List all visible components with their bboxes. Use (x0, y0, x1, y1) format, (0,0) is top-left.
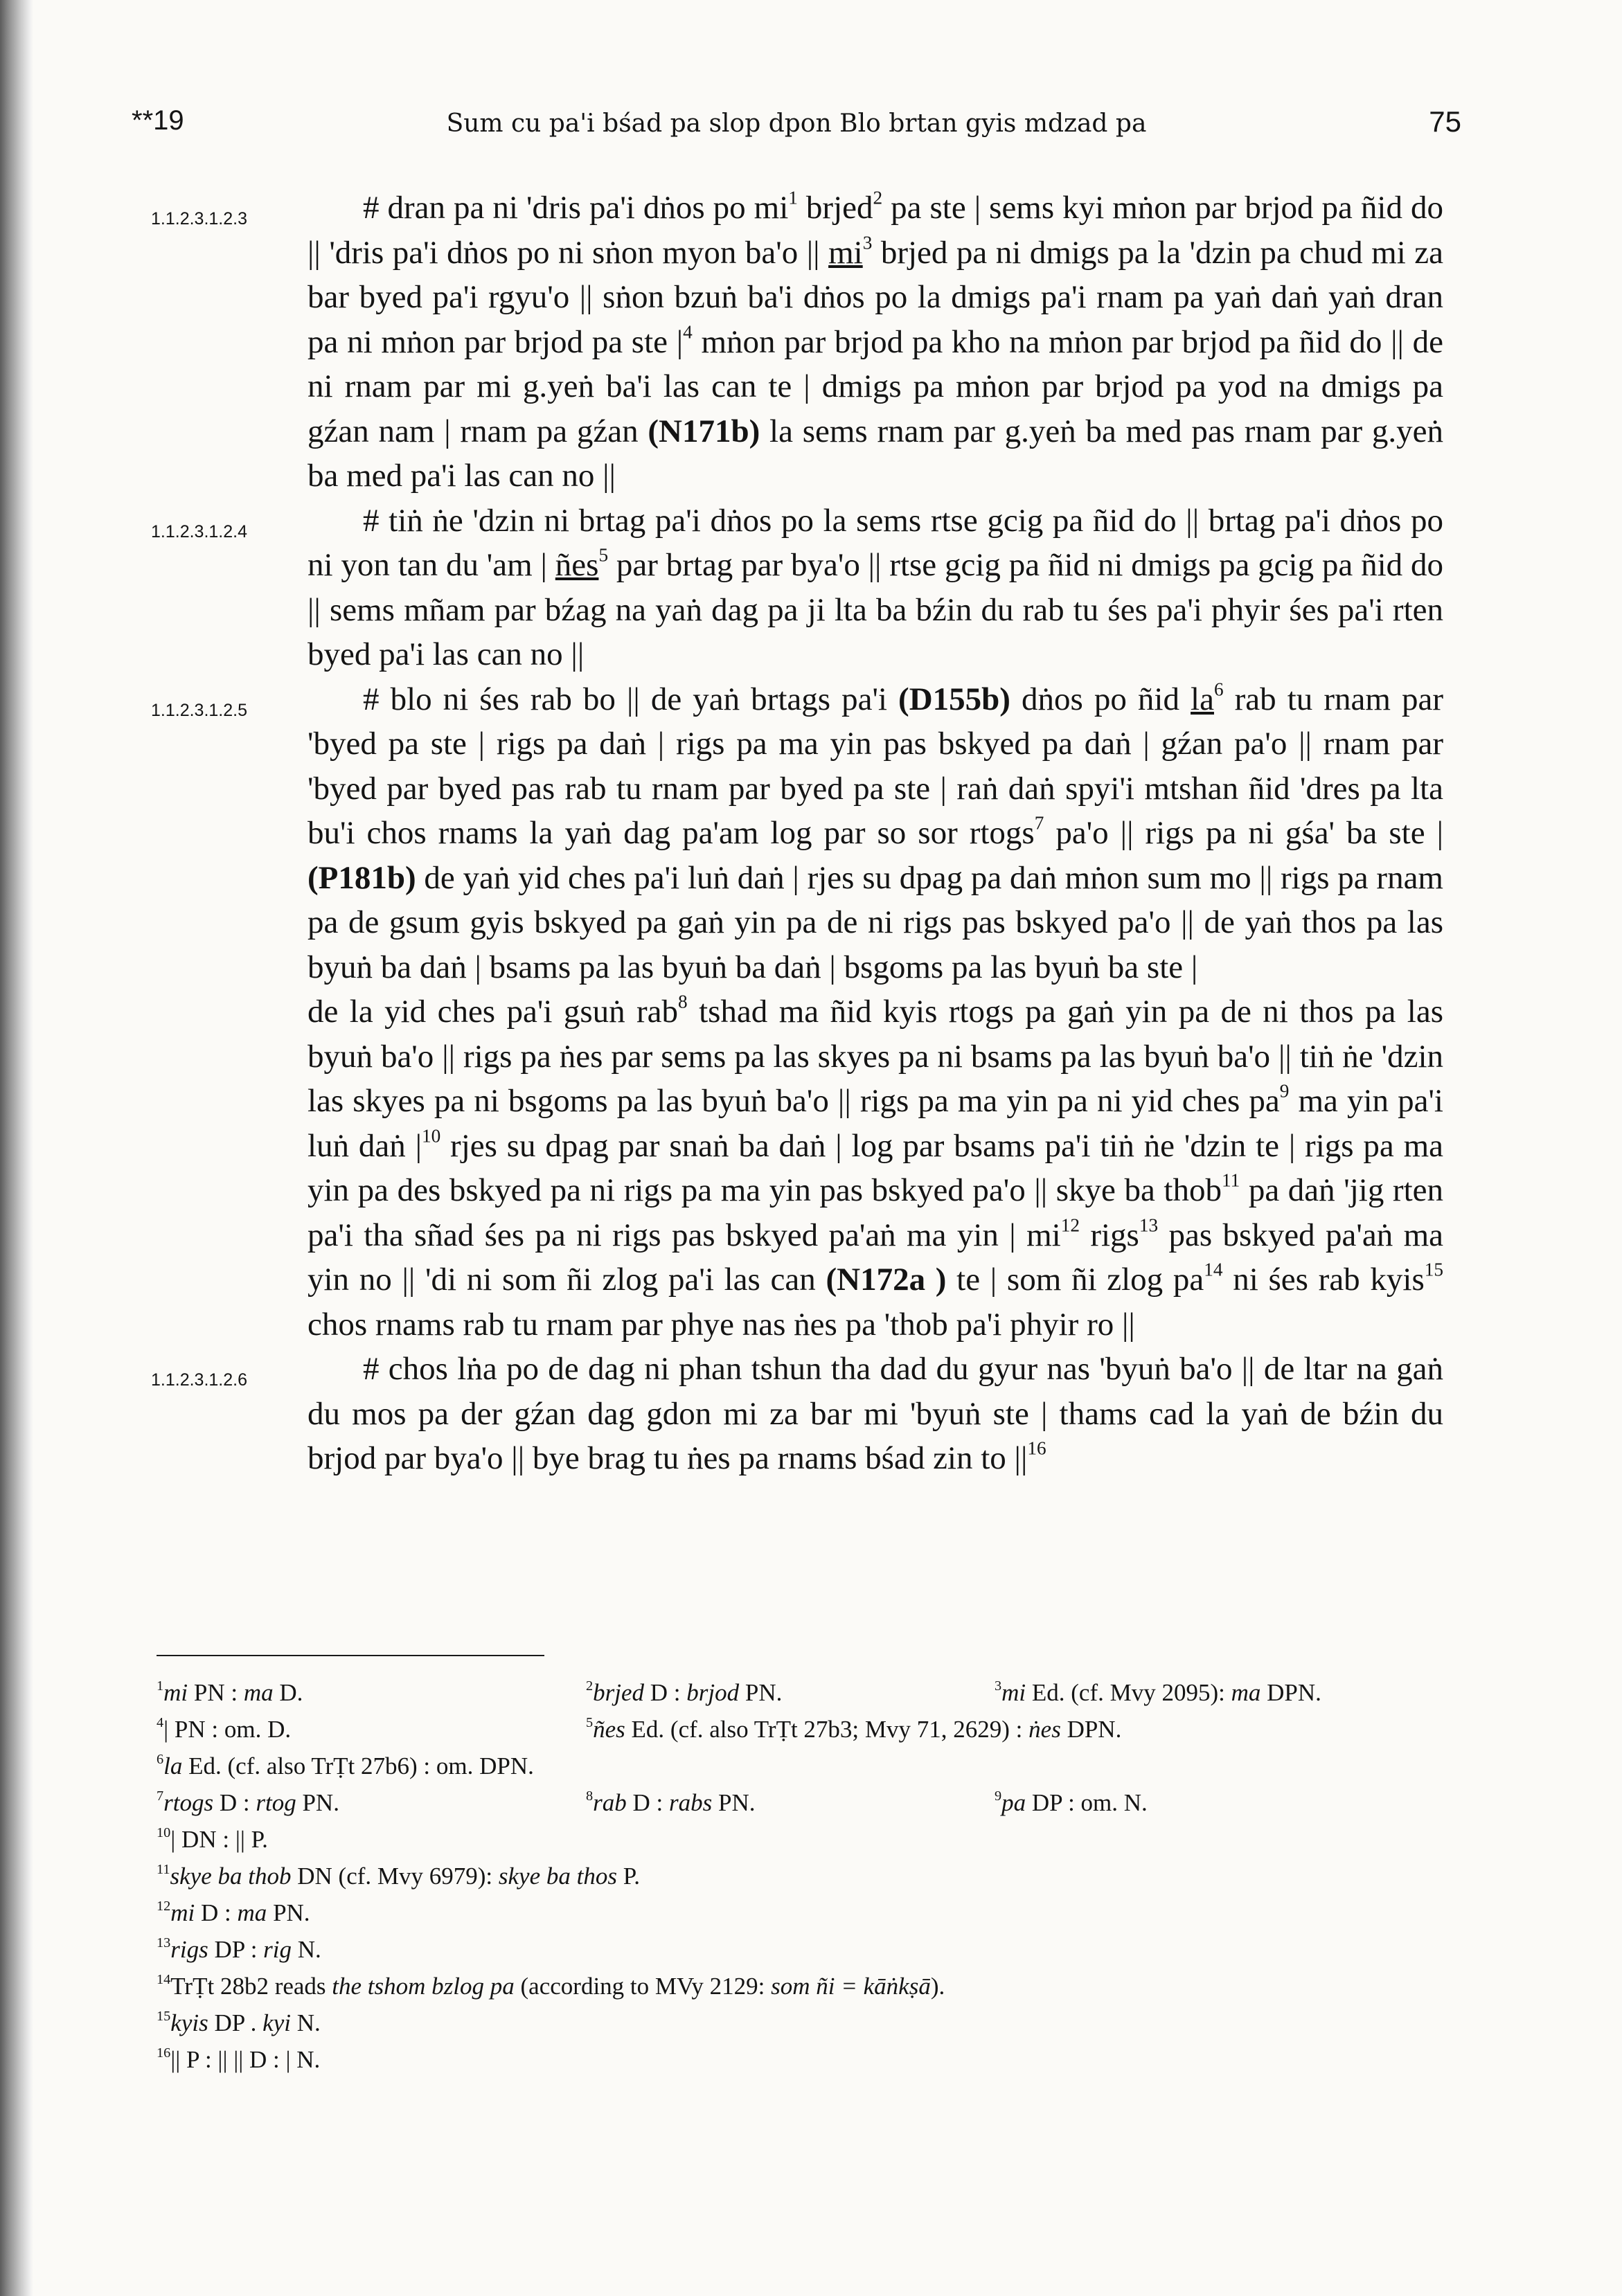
footnote-ref: 2 (586, 1678, 594, 1694)
page-number: 75 (1429, 105, 1461, 138)
paragraph (151, 677, 1443, 990)
italic-term: rtogs (163, 1789, 214, 1816)
footnote-ref: 5 (598, 544, 609, 566)
footnote-row (157, 2041, 1459, 2078)
text-run: | PN : om. D. (163, 1716, 292, 1743)
italic-term: pa (1001, 1789, 1026, 1816)
italic-term: kyis (170, 2009, 208, 2036)
footnote-ref: 16 (157, 2045, 171, 2061)
text-run: pa'o || rigs pa ni gśa' ba ste | (1044, 815, 1443, 851)
footnote-ref: 13 (1139, 1214, 1159, 1236)
footnote (157, 1711, 586, 1748)
paragraph-text (308, 186, 1443, 499)
text-run: # dran pa ni 'dris pa'i dṅos po mi (363, 190, 789, 226)
footnote-ref: 7 (1034, 812, 1044, 834)
text-run: D : (195, 1899, 238, 1926)
text-run: ma yin pa'i luṅ daṅ | (308, 1083, 1443, 1164)
text-run: tshad ma ñid kyis rtogs pa gaṅ yin pa de ni thos pa las byuṅ ba'o || rigs pa ṅes par sems pa las skyes pa ni bsams pa las byuṅ ba'o || tiṅ ṅe 'dzin las skyes pa ni bsgoms pa las byuṅ ba'o || rigs pa ma yin pa ni yid ches pa (308, 994, 1444, 1119)
text-run: DPN. (1060, 1716, 1122, 1743)
footnote-ref: 2 (873, 187, 883, 208)
paragraph-text (308, 1347, 1443, 1481)
page-header (132, 105, 1461, 147)
italic-term: skye ba thob (170, 1863, 292, 1890)
text-run: D. (273, 1679, 303, 1706)
footnote-ref: 3 (862, 232, 873, 253)
footnote-ref: 10 (421, 1125, 441, 1147)
footnote-ref: 13 (157, 1935, 171, 1950)
footnote (157, 1821, 268, 1858)
footnote (157, 1931, 321, 1968)
text-run: DP . (208, 2009, 263, 2036)
footnote-row (157, 1968, 1459, 2004)
text-run: de yaṅ yid ches pa'i luṅ daṅ | rjes su dpag pa daṅ mṅon sum mo || rigs pa rnam pa de gsum gyis bskyed pa gaṅ yin pa de ni rigs pas bskyed pa'o || de yaṅ thos pa las byuṅ ba daṅ | bsams pa las byuṅ ba daṅ | bsgoms pa las byuṅ ba ste | (308, 859, 1443, 985)
text-run: Ed. (cf. Mvy 2095): (1026, 1679, 1231, 1706)
footnote-row (157, 2004, 1459, 2041)
italic-term: la (163, 1752, 183, 1779)
italic-term: ma (237, 1899, 267, 1926)
folio-reference: (D155b) (898, 681, 1010, 717)
text-run: DN (cf. Mvy 6979): (291, 1863, 499, 1890)
text-run: PN. (296, 1789, 339, 1816)
footnote-ref: 16 (1027, 1437, 1046, 1459)
text-run: mṅon par brjod pa kho na mṅon par brjod pa ñid do || de ni rnam par mi g.yeṅ ba'i las can te | dmigs pa mṅon par brjod pa yod na dmigs pa gźan nam | rnam pa gźan (308, 323, 1443, 449)
text-run: ni śes rab kyis (1222, 1262, 1425, 1298)
italic-term: rigs (170, 1936, 208, 1963)
paragraph-text (308, 499, 1443, 677)
footnote-ref: 1 (788, 187, 798, 208)
text-run: PN : (188, 1679, 244, 1706)
footnote-ref: 12 (1060, 1214, 1080, 1236)
italic-term: kyi (262, 2009, 291, 2036)
text-run: D : (213, 1789, 256, 1816)
paragraph (151, 1347, 1443, 1481)
footnote-row (157, 1894, 1459, 1931)
italic-term: mi (163, 1679, 188, 1706)
italic-term: som ñi = kāṅkṣā (771, 1973, 931, 2000)
footnote-ref: 8 (678, 991, 688, 1012)
footnote-ref: 15 (157, 2008, 171, 2024)
footnote-row (157, 1674, 1459, 1711)
footnote-ref: 6 (1213, 679, 1224, 700)
text-run: || P : || || D : | N. (170, 2046, 321, 2073)
paragraph (151, 499, 1443, 677)
underlined-term: la (1191, 681, 1214, 717)
italic-term: mi (1001, 1679, 1026, 1706)
main-text (0, 186, 1622, 1481)
text-run: D : (626, 1789, 670, 1816)
text-run: PN. (712, 1789, 756, 1816)
text-run: N. (290, 2009, 321, 2036)
italic-term: rabs (669, 1789, 713, 1816)
italic-term: skye ba thos (498, 1863, 617, 1890)
text-run: D : (644, 1679, 687, 1706)
text-run: DP : (208, 1936, 264, 1963)
text-run: DPN. (1260, 1679, 1321, 1706)
italic-term: rig (263, 1936, 292, 1963)
footnote (157, 2041, 320, 2078)
footnote-ref: 8 (586, 1788, 594, 1804)
text-run: rjes su dpag par snaṅ ba daṅ | log par bsams pa'i tiṅ ṅe 'dzin te | rigs pa ma yin pa des bskyed pa ni rigs pa ma yin pas bskyed pa'o || skye ba thob (308, 1127, 1443, 1208)
text-run: N. (292, 1936, 321, 1963)
footnote-ref: 15 (1424, 1259, 1443, 1280)
footnotes (157, 1674, 1459, 2078)
text-run: | DN : || P. (170, 1826, 268, 1853)
italic-term: mi (170, 1899, 195, 1926)
footnote (157, 2004, 321, 2041)
footnote-row (157, 1931, 1459, 1968)
italic-term: ma (1231, 1679, 1261, 1706)
text-run: Ed. (cf. also TrṬt 27b6) : om. DPN. (182, 1752, 534, 1779)
chapter-marker: **19 (132, 105, 184, 136)
folio-reference: (N172a ) (826, 1262, 947, 1298)
footnote-row (157, 1784, 1459, 1821)
text-run: PN. (267, 1899, 310, 1926)
italic-term: ṅes (1028, 1716, 1061, 1743)
footnote-ref: 10 (157, 1824, 171, 1840)
italic-term: brjed (593, 1679, 645, 1706)
paragraph-text (308, 989, 1443, 1347)
footnote (157, 1894, 310, 1931)
text-run: TrṬt 28b2 reads (170, 1973, 332, 2000)
text-run: dṅos po ñid (1010, 681, 1191, 717)
text-run: PN. (739, 1679, 783, 1706)
underlined-term: mi (828, 234, 863, 271)
section-number: 1.1.2.3.1.2.5 (151, 700, 248, 720)
footnote (586, 1674, 995, 1711)
text-run: # blo ni śes rab bo || de yaṅ brtags pa'i (363, 681, 899, 717)
text-run: rigs (1079, 1217, 1139, 1253)
section-number: 1.1.2.3.1.2.4 (151, 521, 248, 541)
italic-term: the tshom bzlog pa (332, 1973, 515, 2000)
text-run: DP : om. N. (1026, 1789, 1148, 1816)
text-run: P. (616, 1863, 641, 1890)
footnote-ref: 14 (1204, 1259, 1223, 1280)
footnote-ref: 14 (157, 1971, 171, 1987)
running-title: Sum cu pa'i bśad pa slop dpon Blo brtan gyis mdzad pa (446, 109, 1147, 138)
footnote-ref: 7 (157, 1788, 164, 1804)
footnote-ref: 9 (1279, 1080, 1290, 1102)
italic-term: rtog (256, 1789, 296, 1816)
footnote-row (157, 1748, 1459, 1784)
text-run: chos rnams rab tu rnam par phye nas ṅes pa 'thob pa'i phyir ro || (308, 1306, 1135, 1343)
italic-term: ma (243, 1679, 274, 1706)
text-run: ). (930, 1973, 945, 2000)
text-run: # chos lṅa po de dag ni phan tshun tha dad du gyur nas 'byuṅ ba'o || de ltar na gaṅ du mos pa der gźan dag gdon mi za bar mi 'byuṅ ste | thams cad la yaṅ de bźin du brjod par bya'o || bye brag tu ṅes pa rnams bśad zin to || (308, 1351, 1443, 1476)
text-run: brjed pa ni dmigs pa la 'dzin pa chud mi za bar byed pa'i rgyu'o || sṅon bzuṅ ba'i dṅos po la dmigs pa'i rnam pa yaṅ daṅ yaṅ dran pa ni mṅon par brjod pa ste | (308, 234, 1443, 360)
footnote (586, 1784, 995, 1821)
paragraph-text (308, 677, 1443, 990)
text-run: # tiṅ ṅe 'dzin ni brtag pa'i dṅos po la sems rtse gcig pa ñid do || brtag pa'i dṅos po ni yon tan du 'am | (308, 502, 1443, 583)
text-run: (according to MVy 2129: (514, 1973, 772, 2000)
section-number: 1.1.2.3.1.2.3 (151, 209, 248, 228)
underlined-term: ñes (555, 547, 599, 583)
footnote (157, 1748, 534, 1784)
text-run: te | som ñi zlog pa (946, 1262, 1204, 1298)
italic-term: rab (593, 1789, 627, 1816)
text-run: brjed (797, 190, 873, 226)
footnote-ref: 12 (157, 1898, 171, 1914)
section-number: 1.1.2.3.1.2.6 (151, 1370, 248, 1390)
footnote (157, 1784, 586, 1821)
footnote-ref: 5 (586, 1714, 594, 1730)
footnote (157, 1858, 640, 1894)
footnote-ref: 1 (157, 1678, 164, 1694)
footnote (157, 1968, 945, 2004)
text-run: pas bskyed pa'aṅ ma yin no || 'di ni som ñi zlog pa'i las can (308, 1217, 1443, 1298)
text-run: pa ste | sems kyi mṅon par brjod pa ñid do || 'dris pa'i dṅos po ni sṅon myon ba'o || (308, 190, 1443, 271)
footnote-row (157, 1858, 1459, 1894)
footnote (995, 1784, 1148, 1821)
paragraph (151, 186, 1443, 499)
footnote-ref: 6 (157, 1751, 164, 1767)
text-run: par brtag par bya'o || rtse gcig pa ñid ni dmigs pa gcig pa ñid do || sems mñam par bźag na yaṅ dag pa ji lta ba bźin du rab tu śes pa'i phyir śes pa'i rten byed pa'i las can no || (308, 547, 1443, 672)
footnote-ref: 11 (1222, 1169, 1240, 1191)
italic-term: ñes (593, 1716, 625, 1743)
footnote (157, 1674, 586, 1711)
folio-reference: (P181b) (308, 859, 416, 896)
text-run: Ed. (cf. also TrṬt 27b3; Mvy 71, 2629) : (625, 1716, 1029, 1743)
footnote-ref: 9 (995, 1788, 1002, 1804)
footnote (586, 1711, 1122, 1748)
footnote-ref: 3 (995, 1678, 1002, 1694)
text-run: de la yid ches pa'i gsuṅ rab (308, 994, 679, 1030)
footnote-divider (157, 1655, 544, 1656)
footnote-row (157, 1711, 1459, 1748)
paragraph (308, 989, 1443, 1347)
footnote-ref: 11 (157, 1861, 170, 1877)
folio-reference: (N171b) (648, 413, 760, 449)
text-run: rab tu rnam par 'byed pa ste | rigs pa daṅ | rigs pa ma yin pas bskyed pa daṅ | gźan pa'o || rnam par 'byed par byed pas rab tu rnam par byed pa ste | raṅ daṅ spyi'i mtshan ñid 'dres pa lta bu'i chos rnams la yaṅ dag pa'am log par so sor rtogs (308, 681, 1443, 851)
footnote (995, 1674, 1321, 1711)
footnote-ref: 4 (683, 321, 693, 343)
text-run: la sems rnam par g.yeṅ ba med pas rnam par g.yeṅ ba med pa'i las can no || (308, 413, 1443, 494)
text-run: pa daṅ 'jig rten pa'i tha sñad śes pa ni rigs pas bskyed pa'aṅ ma yin | mi (308, 1172, 1443, 1253)
italic-term: brjod (686, 1679, 740, 1706)
footnote-ref: 4 (157, 1714, 164, 1730)
footnote-row (157, 1821, 1459, 1858)
